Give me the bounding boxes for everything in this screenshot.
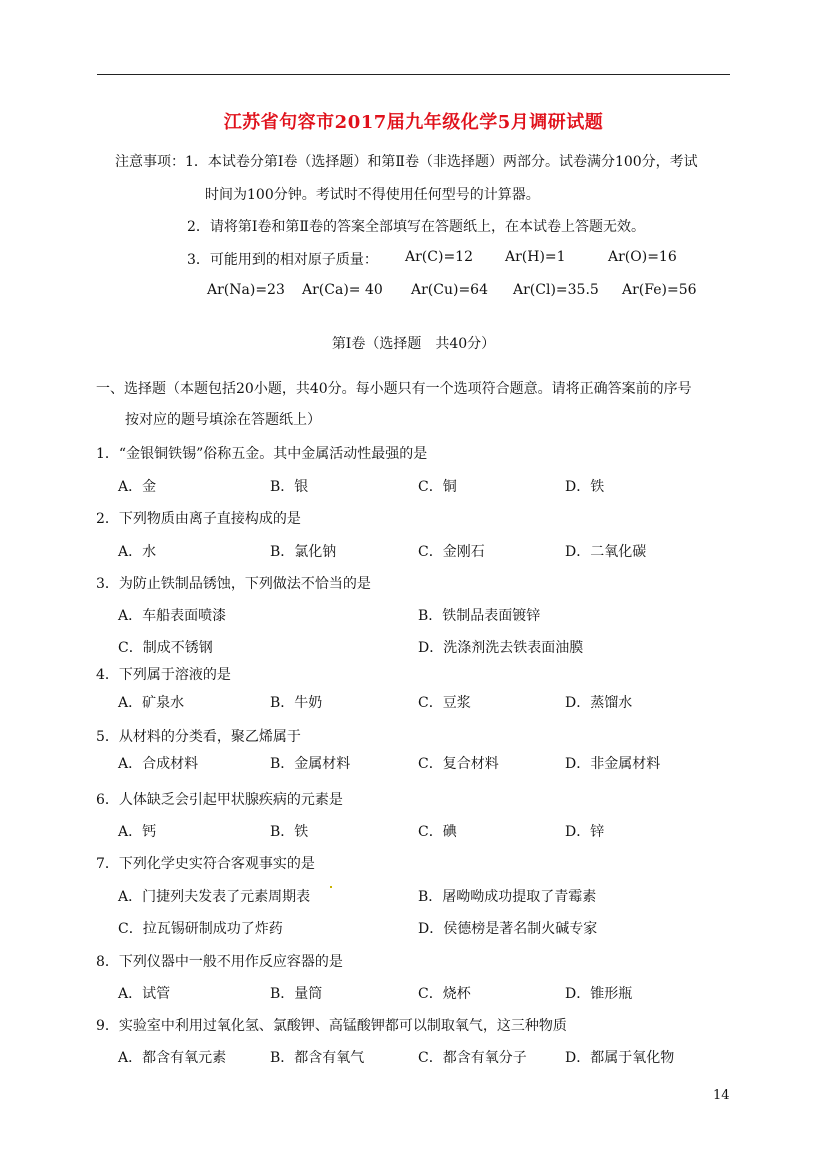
q9-option-c: C．都含有氧分子 (418, 1050, 527, 1066)
page-number: 14 (713, 1088, 730, 1103)
atomic-mass-c: Ar(C)=12 (405, 249, 473, 265)
q4-option-b: B．牛奶 (270, 695, 323, 711)
document-title: 江苏省句容市2017届九年级化学5月调研试题 (223, 112, 604, 133)
atomic-mass-h: Ar(H)=1 (505, 249, 566, 265)
q9-option-b: B．都含有氧气 (270, 1050, 365, 1066)
q6-option-a: A．钙 (118, 824, 157, 840)
q5-option-c: C．复合材料 (418, 756, 499, 772)
header-rule (97, 74, 730, 75)
part1-instructions: 一、选择题（本题包括20小题，共40分。每小题只有一个选项符合题意。请将正确答案前的序号 (96, 381, 692, 397)
note-1: 注意事项：1．本试卷分第Ⅰ卷（选择题）和第Ⅱ卷（非选择题）两部分。试卷满分100分，考试 (115, 154, 698, 170)
atomic-mass-na: Ar(Na)=23 (207, 282, 285, 298)
q3-option-b: B．铁制品表面镀锌 (418, 608, 541, 624)
q4-option-a: A．矿泉水 (118, 695, 185, 711)
q6-option-d: D．锌 (565, 824, 605, 840)
note-3: 3．可能用到的相对原子质量： (187, 252, 378, 268)
question-1: 1．“金银铜铁锡”俗称五金。其中金属活动性最强的是 (96, 446, 428, 462)
q5-option-a: A．合成材料 (118, 756, 199, 772)
q6-option-b: B．铁 (270, 824, 309, 840)
q7-option-d: D．侯德榜是著名制火碱专家 (418, 921, 598, 937)
scan-speck (330, 886, 332, 888)
atomic-mass-fe: Ar(Fe)=56 (622, 282, 697, 298)
q7-option-a: A．门捷列夫发表了元素周期表 (118, 889, 311, 905)
q8-option-c: C．烧杯 (418, 986, 471, 1002)
q7-option-b: B．屠呦呦成功提取了青霉素 (418, 889, 597, 905)
q3-option-c: C．制成不锈钢 (118, 640, 213, 656)
q2-option-a: A．水 (118, 544, 157, 560)
section-title: 第Ⅰ卷（选择题 共40分） (331, 336, 496, 352)
question-6: 6．人体缺乏会引起甲状腺疾病的元素是 (96, 792, 343, 808)
q2-option-d: D．二氧化碳 (565, 544, 647, 560)
note-1-cont: 时间为100分钟。考试时不得使用任何型号的计算器。 (205, 187, 540, 203)
q9-option-d: D．都属于氧化物 (565, 1050, 675, 1066)
atomic-mass-cl: Ar(Cl)=35.5 (513, 282, 599, 298)
q1-option-d: D．铁 (565, 479, 605, 495)
q7-option-c: C．拉瓦锡研制成功了炸药 (118, 921, 283, 937)
question-8: 8．下列仪器中一般不用作反应容器的是 (96, 954, 343, 970)
q1-option-c: C．铜 (418, 479, 457, 495)
note-2: 2．请将第Ⅰ卷和第Ⅱ卷的答案全部填写在答题纸上，在本试卷上答题无效。 (187, 219, 645, 235)
q8-option-d: D．锥形瓶 (565, 986, 633, 1002)
q1-option-b: B．银 (270, 479, 309, 495)
q8-option-b: B．量筒 (270, 986, 323, 1002)
atomic-mass-ca: Ar(Ca)= 40 (302, 282, 383, 298)
question-3: 3．为防止铁制品锈蚀，下列做法不恰当的是 (96, 576, 371, 592)
question-4: 4．下列属于溶液的是 (96, 667, 231, 683)
atomic-mass-cu: Ar(Cu)=64 (411, 282, 488, 298)
q4-option-d: D．蒸馏水 (565, 695, 633, 711)
q2-option-c: C．金刚石 (418, 544, 485, 560)
q3-option-a: A．车船表面喷漆 (118, 608, 227, 624)
q1-option-a: A．金 (118, 479, 157, 495)
q9-option-a: A．都含有氧元素 (118, 1050, 227, 1066)
question-9: 9．实验室中利用过氧化氢、氯酸钾、高锰酸钾都可以制取氧气，这三种物质 (96, 1018, 567, 1034)
atomic-mass-o: Ar(O)=16 (608, 249, 677, 265)
question-5: 5．从材料的分类看，聚乙烯属于 (96, 729, 301, 745)
q6-option-c: C．碘 (418, 824, 457, 840)
q2-option-b: B．氯化钠 (270, 544, 337, 560)
question-7: 7．下列化学史实符合客观事实的是 (96, 856, 315, 872)
q8-option-a: A．试管 (118, 986, 171, 1002)
q3-option-d: D．洗涤剂洗去铁表面油膜 (418, 640, 584, 656)
q5-option-d: D．非金属材料 (565, 756, 661, 772)
q5-option-b: B．金属材料 (270, 756, 351, 772)
q4-option-c: C．豆浆 (418, 695, 471, 711)
question-2: 2．下列物质由离子直接构成的是 (96, 511, 301, 527)
part1-instructions-cont: 按对应的题号填涂在答题纸上） (125, 412, 321, 428)
